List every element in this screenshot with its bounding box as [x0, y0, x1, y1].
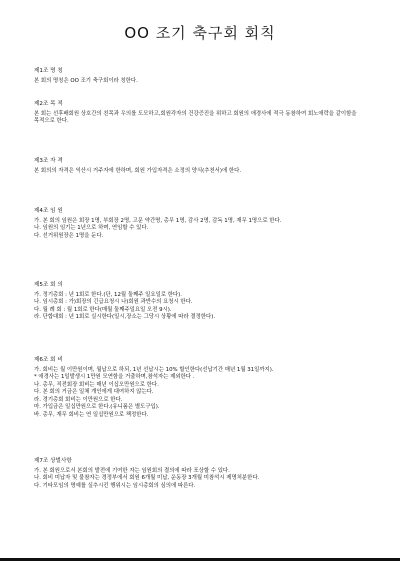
article-line: 라. 단합대회 : 년 1회로 실시한다(일시,장소는 그당시 상황에 따라 결정한다). [34, 314, 216, 320]
article-line: 본 회의 명칭은 OO 조기 축구회이라 칭한다. [34, 77, 138, 84]
article-line: 라. 경기총회 회비는 이만원으로 한다. [34, 396, 123, 403]
document-title: OO 조기 축구회 회칙 [124, 24, 276, 42]
article-line: 다. 기타모임의 명예를 실추시킨 행위시는 임시총회의 심의에 따른다. [34, 482, 196, 489]
article-heading: 제4조 임 원 [34, 208, 63, 214]
article-line: 바. 총무, 재무 회비는 연 일십만원으로 책정한다. [34, 411, 149, 418]
article-line: 가. 회비는 월 이만원이며, 월납으로 하되, 1년 선납시는 10% 할인한다(선납기간 매년 1월 31일까지). [34, 366, 274, 373]
article-line: 나. 임원의 임기는 1년으로 하며, 연임할 수 있다. [34, 225, 149, 231]
article-line: 나. 회비 미납자 및 불참자는 경정부에서 회원 6개월 미납, 운동장 3개월 미참석시 제명처분한다. [34, 475, 260, 481]
article-heading: 제3조 자 격 [34, 158, 63, 164]
article-line: 가. 본 회원으로서 본회의 발전에 기여한 자는 임원회의 결의에 따라 포상할 수 있다. [34, 467, 230, 474]
article-line: 가. 정기총회 : 년 1회로 한다.(단, 12월 둘째주 일요일로 한다). [34, 291, 182, 298]
article-line: 나. 총무, 직전회장 회비는 매년 이십오만원으로 한다. [34, 381, 159, 388]
article-heading: 제5조 회 의 [34, 282, 63, 288]
article-3 [34, 158, 374, 175]
article-line: 다. 본 회의 거금은 일체 개인에게 대여하지 않는다. [34, 389, 154, 395]
article-2 [34, 101, 374, 126]
article-7 [34, 458, 374, 490]
article-line: 나. 임시총회 : 가)회장의 긴급요청시 나)회원 과반수의 요청시 한다. [34, 299, 193, 305]
article-line: * 애경사는 1일발생시 1만원 모연함을 거출하며,참석자는 제외한다 . [34, 374, 195, 380]
article-line: 가. 본 회의 임원은 회장 1명, 부회장 2명, 고문 약간명, 총무 1명, 감사 2명, 감독 1명, 재무 1명으로 한다. [34, 217, 282, 224]
article-heading: 제6조 회 비 [34, 357, 63, 363]
article-6 [34, 357, 374, 419]
article-heading: 제2조 목 적 [34, 101, 63, 107]
article-4 [34, 208, 374, 240]
article-1 [34, 68, 374, 85]
article-line: 다. 월 례 회 : 월 1회로 한다(매월 둘째주일요일 오전 9시). [34, 306, 172, 313]
article-line: 다. 선거위원장은 1명을 둔다. [34, 232, 104, 239]
article-heading: 제7조 상벌사항 [34, 458, 72, 464]
article-line: 본 회는 선후배회원 상호간의 친목과 우의를 도모하고,회원각자의 건강증진을 위하고 회원의 애경사에 적극 동참하여 회노애락을 같이함을 목적으로 한다. [34, 110, 357, 124]
bottom-rule [0, 558, 400, 561]
article-5 [34, 282, 374, 322]
article-line: 마. 가입금은 일십만원으로 한다.(유니폼은 별도구입). [34, 404, 160, 410]
article-line: 본 회의의 자격은 익산시 거주자에 한하며, 회원 가입자격은 소정의 양식(추천서)에 한다. [34, 167, 242, 174]
article-heading: 제1조 명 칭 [34, 68, 63, 74]
